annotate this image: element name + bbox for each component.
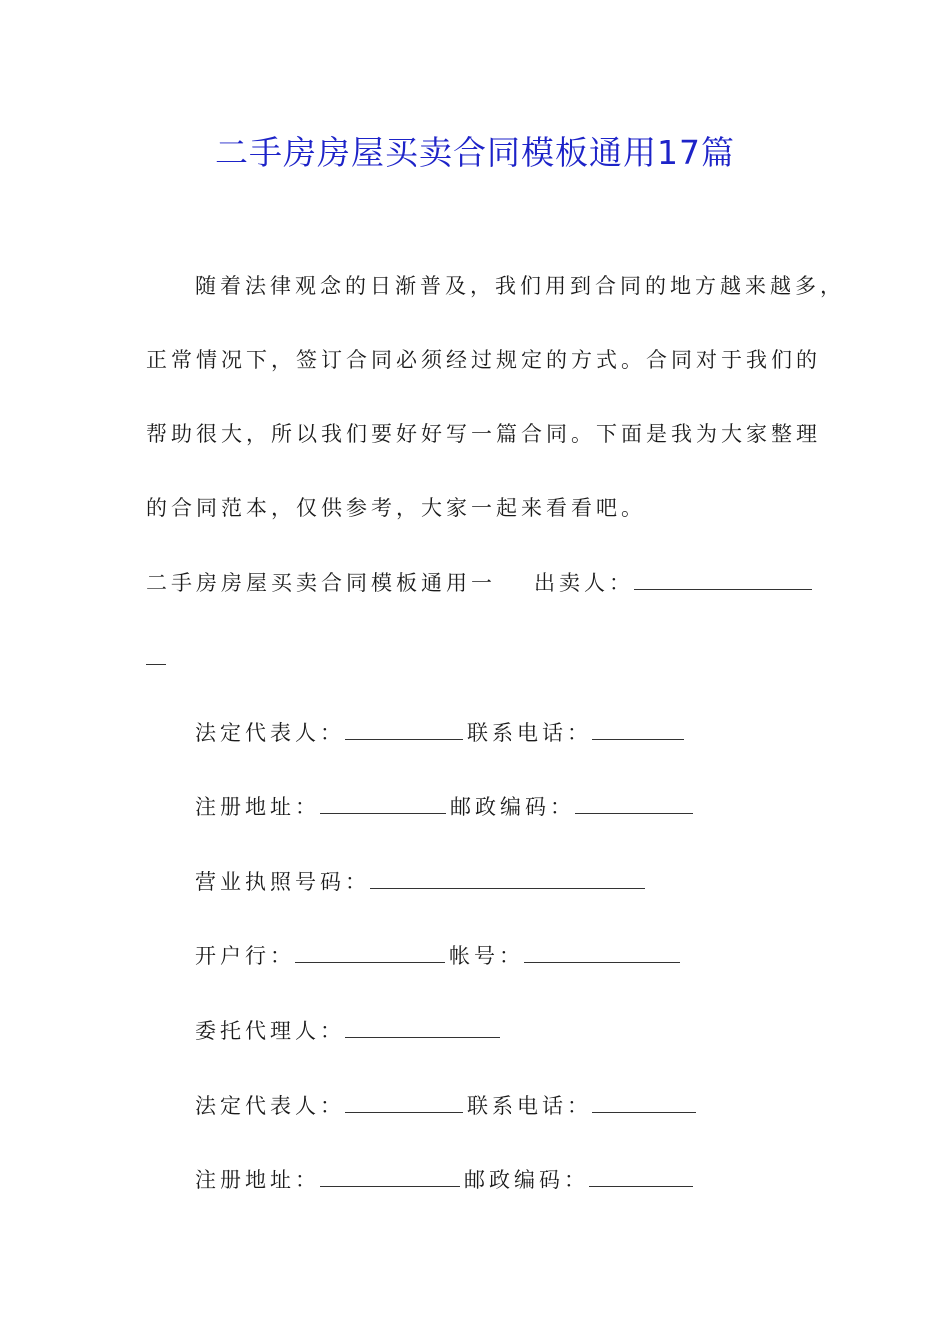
license-row — [195, 866, 649, 898]
postcode-blank[interactable] — [575, 791, 693, 814]
intro-line-4: 的合同范本，仅供参考，大家一起来看看吧。 — [146, 496, 646, 520]
agent-row — [195, 1015, 504, 1047]
license-label: 营业执照号码： — [195, 870, 370, 894]
postcode-label: 邮政编码： — [450, 795, 575, 819]
address-row-2 — [195, 1164, 697, 1196]
bank-row — [195, 940, 684, 972]
account-blank[interactable] — [524, 940, 680, 963]
legal-rep-blank[interactable] — [345, 717, 463, 740]
intro-line-3: 帮助很大，所以我们要好好写一篇合同。下面是我为大家整理 — [146, 422, 821, 446]
address-row-1 — [195, 791, 697, 823]
seller-blank[interactable] — [634, 567, 812, 590]
phone-label: 联系电话： — [467, 721, 592, 745]
agent-blank[interactable] — [345, 1015, 500, 1038]
bank-blank[interactable] — [295, 940, 445, 963]
postcode-label: 邮政编码： — [464, 1168, 589, 1192]
seller-row — [146, 567, 816, 599]
intro-line-1: 随着法律观念的日渐普及，我们用到合同的地方越来越多， — [195, 274, 845, 298]
section-heading: 二手房房屋买卖合同模板通用一 — [146, 571, 496, 595]
agent-label: 委托代理人： — [195, 1019, 345, 1043]
legal-rep-label: 法定代表人： — [195, 1094, 345, 1118]
license-blank[interactable] — [370, 866, 645, 889]
address-label: 注册地址： — [195, 795, 320, 819]
seller-blank-tail[interactable] — [146, 642, 166, 665]
seller-label: 出卖人： — [534, 571, 634, 595]
phone-blank[interactable] — [592, 1090, 696, 1113]
account-label: 帐号： — [449, 944, 524, 968]
legal-rep-row-2 — [195, 1090, 700, 1122]
address-label: 注册地址： — [195, 1168, 320, 1192]
phone-label: 联系电话： — [467, 1094, 592, 1118]
intro-line-2: 正常情况下，签订合同必须经过规定的方式。合同对于我们的 — [146, 348, 821, 372]
legal-rep-row-1 — [195, 717, 688, 749]
address-blank[interactable] — [320, 791, 446, 814]
phone-blank[interactable] — [592, 717, 684, 740]
bank-label: 开户行： — [195, 944, 295, 968]
address-blank[interactable] — [320, 1164, 460, 1187]
seller-blank-continued — [146, 642, 170, 674]
postcode-blank[interactable] — [589, 1164, 693, 1187]
legal-rep-blank[interactable] — [345, 1090, 463, 1113]
document-title: 二手房房屋买卖合同模板通用17篇 — [215, 133, 735, 172]
legal-rep-label: 法定代表人： — [195, 721, 345, 745]
